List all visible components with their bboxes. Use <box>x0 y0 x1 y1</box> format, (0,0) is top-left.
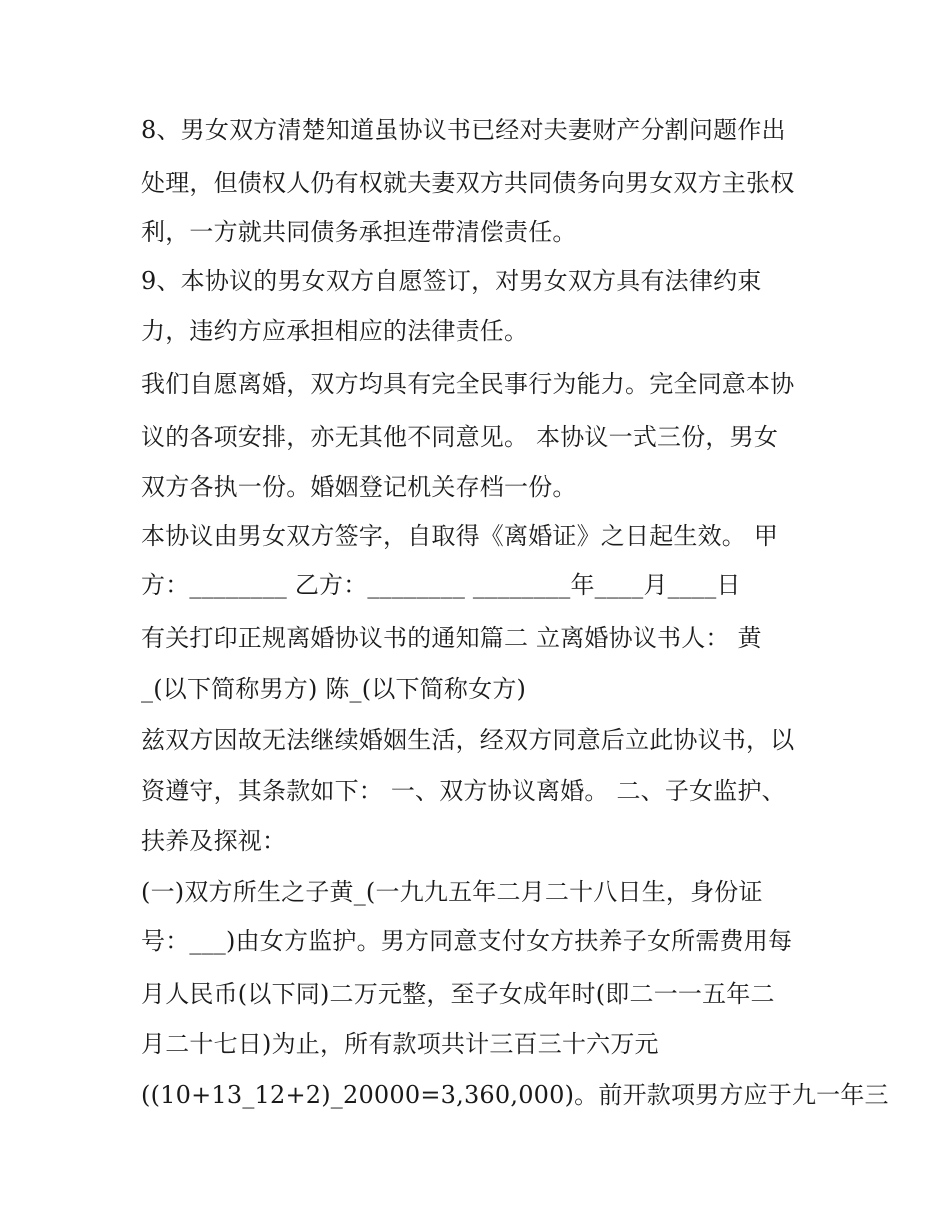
text-line: 9、本协议的男女双方自愿签订，对男女双方具有法律约束 <box>141 267 762 295</box>
text-line: 有关打印正规离婚协议书的通知篇二 立离婚协议书人： 黄 <box>141 624 762 652</box>
text-line: 议的各项安排，亦无其他不同意见。 本协议一式三份，男女 <box>141 423 779 451</box>
text-line: 处理，但债权人仍有权就夫妻双方共同债务向男女双方主张权 <box>141 169 795 197</box>
text-line: 兹双方因故无法继续婚姻生活，经双方同意后立此协议书，以 <box>141 726 795 754</box>
text-line: 我们自愿离婚，双方均具有完全民事行为能力。完全同意本协 <box>141 370 795 398</box>
signature-line: 方：________ 乙方：________ ________年____月____日 <box>141 571 741 599</box>
text-line: 月二十七日)为止，所有款项共计三百三十六万元 <box>141 1030 659 1058</box>
text-line: 资遵守，其条款如下： 一、双方协议离婚。 二、子女监护、 <box>141 777 786 805</box>
text-line: 本协议由男女双方签字，自取得《离婚证》之日起生效。 甲 <box>141 522 779 550</box>
text-line: 利，一方就共同债务承担连带清偿责任。 <box>141 218 577 246</box>
text-line: (一)双方所生之子黄_(一九九五年二月二十八日生，身份证 <box>141 878 763 906</box>
text-line: 扶养及探视： <box>141 827 287 855</box>
text-line: 双方各执一份。婚姻登记机关存档一份。 <box>141 473 577 501</box>
text-line: 号：___)由女方监护。男方同意支付女方扶养子女所需费用每 <box>141 927 793 955</box>
text-line: 月人民币(以下同)二万元整，至子女成年时(即二一一五年二 <box>141 980 775 1008</box>
text-line: ((10+13_12+2)_20000=3,360,000)。前开款项男方应于九一年三 <box>141 1081 889 1109</box>
text-line: 8、男女双方清楚知道虽协议书已经对夫妻财产分割问题作出 <box>141 116 786 144</box>
text-line: 力，违约方应承担相应的法律责任。 <box>141 317 529 345</box>
text-line: _(以下简称男方) 陈_(以下简称女方) <box>141 675 527 703</box>
